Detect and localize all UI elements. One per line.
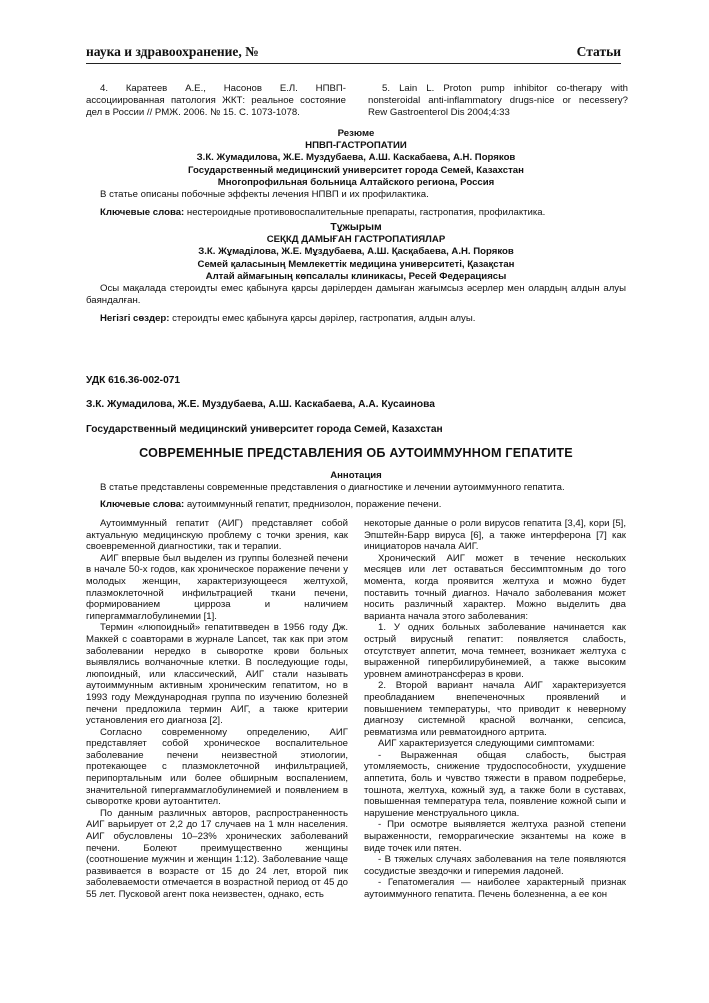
keywords-label: Ключевые слова: (100, 499, 185, 511)
article-affiliation: Государственный медицинский университет города Семей, Казахстан (86, 424, 443, 435)
summary-keywords (86, 207, 626, 219)
udk-code: УДК 616.36-002-071 (86, 375, 181, 386)
body-paragraph: По данным различных авторов, распространенность АИГ варьирует от 2,2 до 17 случаев на 1 млн населения. АИГ обусловлены 10–23% хронических заболеваний печени. Болеют преимущественно женщины (соотношение мужчин и женщин 1:12). Заболевание чаще развивается в возрасте от 15 до 24 лет, второй пик заболеваемости отмечается в возрастной период от 45 до 55 лет. Пусковой агент пока неизвестен, однако, есть (86, 807, 348, 900)
body-paragraph: Согласно современному определению, АИГ представляет собой хроническое воспалительное заболевание печени неизвестной этиологии, протекающее с плазмоклеточной инфильтрацией, перипортальным или более обширным воспалением, значительной гипергаммаглобулинемией и появлением в сыворотке крови аутоантител. (86, 726, 348, 808)
body-paragraph: 1. У одних больных заболевание начинается как острый вирусный гепатит: появляется слабость, отсутствует аппетит, моча темнеет, возникает желтуха с выраженной гипербилирубинемией, а также высоким уровнем аминотрансфераз в крови. (364, 622, 626, 680)
keywords-label: Ключевые слова: (100, 207, 185, 219)
body-paragraph: 2. Второй вариант начала АИГ характеризуется преобладанием внепеченочных проявлений и повышением температуры, что приводит к неверному диагнозу системной красной волчанки, сепсиса, ревматизма или ревматоидного артрита. (364, 680, 626, 738)
body-paragraph: - Гепатомегалия — наиболее характерный признак аутоиммунного гепатита. Печень болезненна, а ее кон (364, 877, 626, 900)
reference-item: 5. Lain L. Proton pump inhibitor co-therapy with nonsteroidal anti-inflammatory drugs-nice or necessery? Rew Gastroenterol Dis 2004;4:33 (368, 83, 628, 118)
summary-affiliation: Многопрофильная больница Алтайского региона, Россия (217, 176, 495, 188)
summary-text: Осы мақалада стероидты емес қабынуға қарсы дәрілерден дамыған жағымсыз әсерлер мен олардың алдын алуы баяндалған. (86, 283, 626, 307)
summary-heading: Тұжырым (330, 222, 382, 233)
body-paragraph: Аутоиммунный гепатит (АИГ) представляет собой актуальную медицинскую проблему с точки зрения, как своевременной диагностики, так и терапии. (86, 518, 348, 553)
summary-kz (86, 222, 626, 326)
body-paragraph: АИГ впервые был выделен из группы болезней печени в начале 50-х годов, как хроническое поражение печени у молодых женщин, характеризующееся желтухой, плазмоклеточной инфильтрацией ткани печени, формированием цирроза и наличием гипергаммаглобулинемии [1]. (86, 552, 348, 622)
article-annotation (86, 470, 626, 512)
summary-text: В статье описаны побочные эффекты лечения НПВП и их профилактика. (100, 189, 429, 201)
reference-item: 4. Каратеев А.Е., Насонов Е.Л. НПВП-ассоциированная патология ЖКТ: реальное состояние дел в России // РМЖ. 2006. № 15. С. 1073-1078. (86, 83, 346, 118)
body-paragraph: АИГ характеризуется следующими симптомами: (378, 738, 595, 750)
section-name: Статьи (576, 44, 621, 59)
summary-keywords (86, 313, 626, 325)
summary-heading: Резюме (337, 128, 375, 139)
annotation-keywords (86, 499, 626, 511)
reference-column-left (86, 83, 346, 119)
reference-column-right (368, 83, 628, 119)
summary-title: НПВП-ГАСТРОПАТИИ (305, 140, 407, 152)
summary-title: СЕҚКД ДАМЫҒАН ГАСТРОПАТИЯЛАР (266, 234, 446, 246)
body-column-right (364, 518, 626, 901)
keywords-text: аутоиммунный гепатит, преднизолон, поражение печени. (184, 499, 442, 511)
body-column-left (86, 518, 348, 901)
header-rule (86, 63, 621, 64)
summary-affiliation: Алтай аймағының көпсалалы клиникасы, Ресей Федерациясы (205, 270, 507, 282)
summary-authors: З.К. Жумадилова, Ж.Е. Муздубаева, А.Ш. Каскабаева, А.Н. Поряков (196, 152, 516, 164)
summary-affiliation: Семей қаласының Мемлекеттік медицина университеті, Қазақстан (197, 258, 515, 270)
body-paragraph: - Выраженная общая слабость, быстрая утомляемость, снижение трудоспособности, ухудшение аппетита, боль и чувство тяжести в правом подреберье, тошнота, желтуха, кожный зуд, а также боли в суставах, повышенная температура тела, появление кожной сыпи и нарушение менструального цикла. (364, 749, 626, 819)
article-title: СОВРЕМЕННЫЕ ПРЕДСТАВЛЕНИЯ ОБ АУТОИММУННОМ ГЕПАТИТЕ (139, 446, 573, 460)
keywords-text: нестероидные противовоспалительные препараты, гастропатия, профилактика. (184, 207, 546, 219)
keywords-label: Негізгі сөздер: (100, 313, 170, 325)
summary-authors: З.К. Жұмаділова, Ж.Е. Мұздубаева, А.Ш. Қасқабаева, А.Н. Поряков (198, 246, 514, 258)
article-authors: З.К. Жумадилова, Ж.Е. Муздубаева, А.Ш. Каскабаева, А.А. Кусаинова (86, 399, 435, 410)
body-paragraph: - При осмотре выявляется желтуха разной степени выраженности, геморрагические экзантемы на коже в виде точек или пятен. (364, 819, 626, 854)
summary-affiliation: Государственный медицинский университет города Семей, Казахстан (188, 164, 524, 176)
body-paragraph: Термин «люпоидный» гепатитвведен в 1956 году Дж. Маккей с соавторами в журнале Lancet, так как при этом заболевании нередко в сыворотке крови больных выявлялись волчаночные клетки. В последующие годы, люпоидный, или классический, АИГ стали называть аутоиммунным активным хроническим гепатитом, но в 1993 году Международная группа по изучению болезней печени предложила термин АИГ, а также критерии установления его диагноза [2]. (86, 622, 348, 727)
body-paragraph: - В тяжелых случаях заболевания на теле появляются сосудистые звездочки и гиперемия ладоней. (364, 854, 626, 877)
annotation-heading: Аннотация (330, 470, 382, 481)
annotation-text: В статье представлены современные представления о диагностике и лечении аутоиммунного гепатита. (100, 482, 565, 494)
body-paragraph: некоторые данные о роли вирусов гепатита [3,4], кори [5], Эпштейн-Барр вируса [6], а также интерферона [7] как инициаторов начала АИГ. (364, 518, 626, 553)
summary-ru (86, 128, 626, 219)
running-header (86, 44, 621, 64)
keywords-text: стероидты емес қабынуға қарсы дәрілер, гастропатия, алдын алуы. (169, 313, 476, 325)
body-paragraph: Хронический АИГ может в течение нескольких месяцев или лет оставаться бессимптомным до того момента, когда проявится желтуха и можно будет поставить точный диагноз. Начало заболевания может носить различный характер. Можно выделить два варианта начала этого заболевания: (364, 552, 626, 622)
journal-name: наука и здравоохранение, № (86, 44, 259, 59)
